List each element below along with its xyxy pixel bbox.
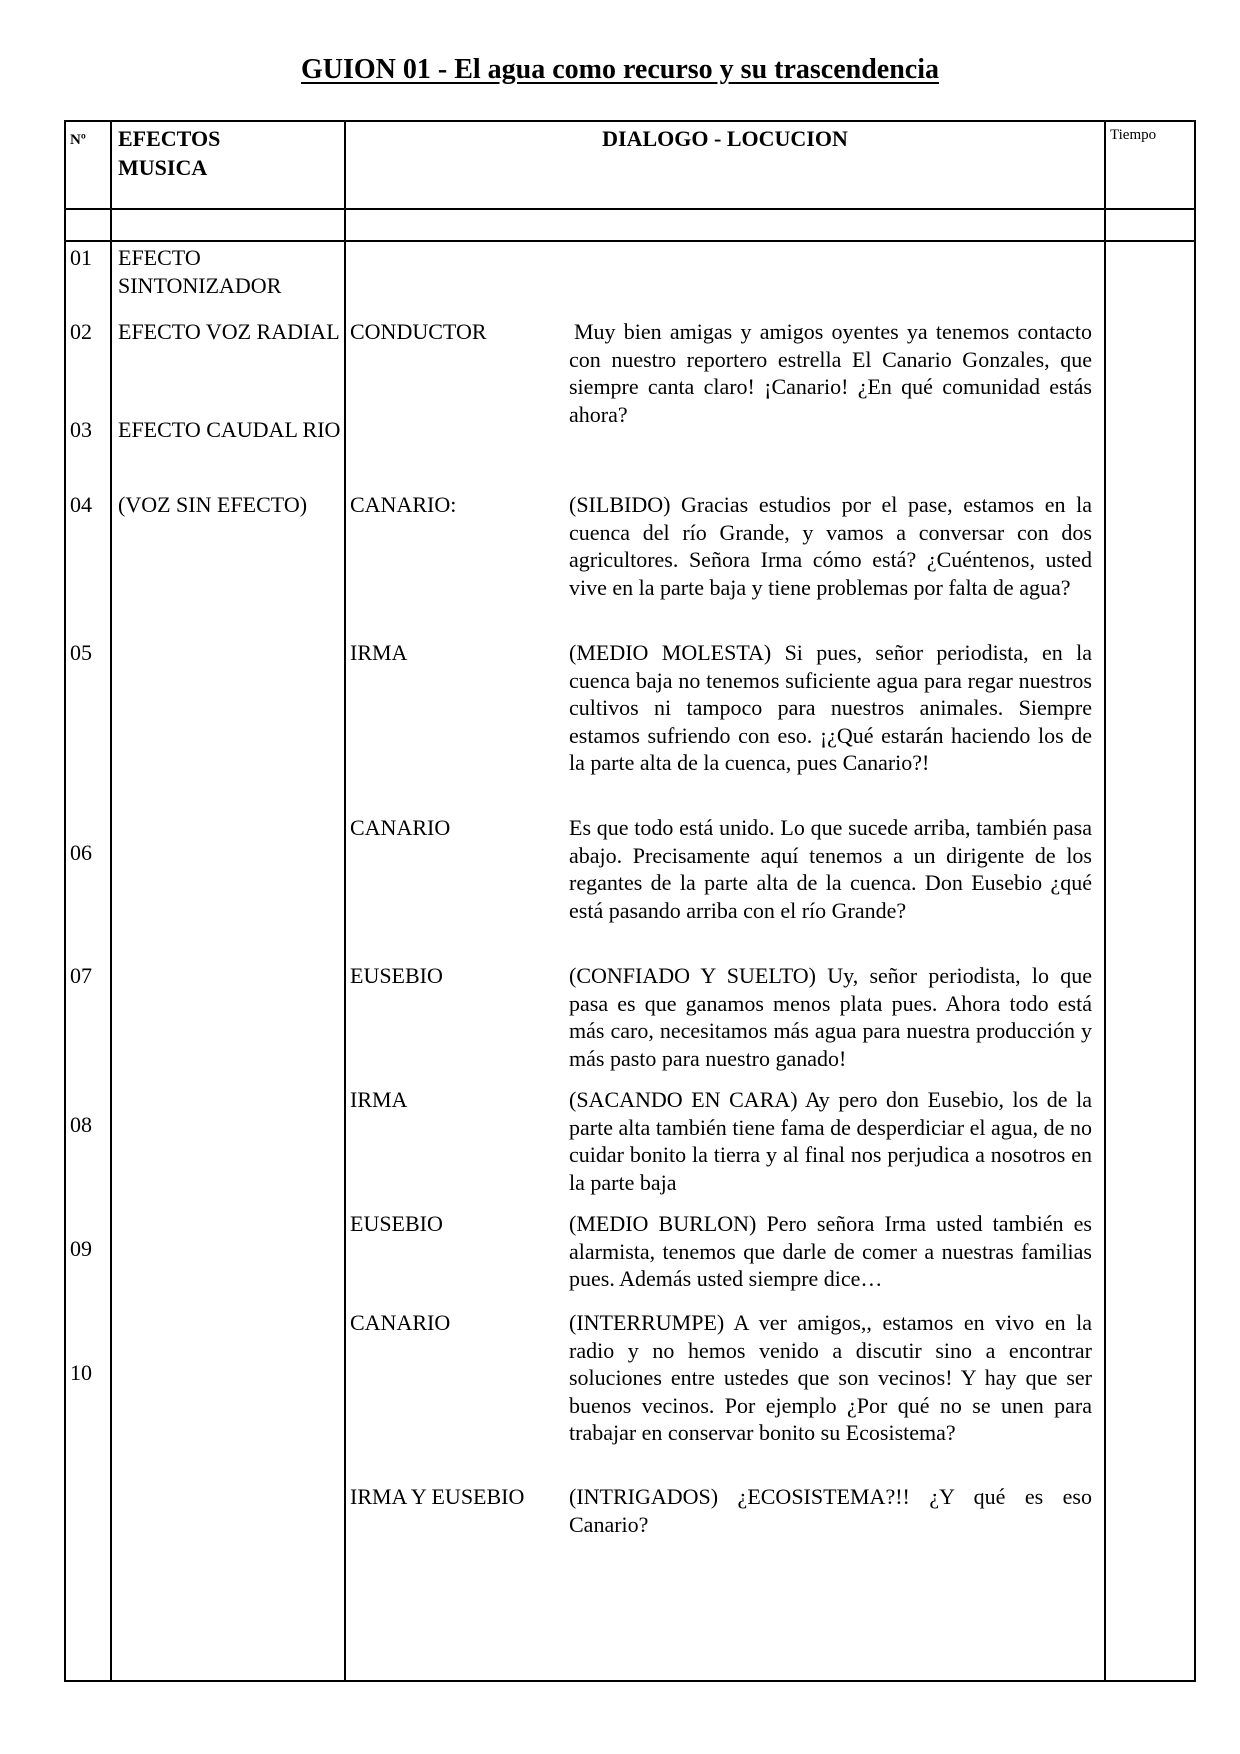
row-dialogue: (CONFIADO Y SUELTO) Uy, señor periodista, lo que pasa es que ganamos menos plata pues. Ahora todo está más caro, necesitamos más agua para nuestra producción y más pasto para nuestro ganado! <box>569 963 1092 1071</box>
row-number: 01 <box>70 245 92 270</box>
row-speaker: IRMA <box>350 640 408 665</box>
row-dialogue: (MEDIO MOLESTA) Si pues, señor periodista, en la cuenca baja no tenemos suficiente agua para regar nuestros cultivos ni tampoco para nuestros animales. Siempre estamos sufriendo con eso. ¡¿Qué estarán haciendo los de la parte alta de la cuenca, pues Canario?! <box>569 640 1092 775</box>
header-dialogue: DIALOGO - LOCUCION <box>602 126 848 151</box>
row-number: 09 <box>70 1236 92 1261</box>
header-time: Tiempo <box>1110 127 1157 143</box>
row-number: 08 <box>70 1112 92 1137</box>
row-speaker: CONDUCTOR <box>350 319 487 344</box>
row-speaker: EUSEBIO <box>350 1211 443 1236</box>
row-dialogue: (INTERRUMPE) A ver amigos,, estamos en vivo en la radio y no hemos venido a discutir sino a encontrar soluciones entre ustedes que son vecinos! Y hay que ser buenos vecinos. Por ejemplo ¿Por qué no se unen para trabajar en conservar bonito su Ecosistema? <box>569 1310 1092 1445</box>
row-number: 05 <box>70 640 92 665</box>
row-speaker: CANARIO <box>350 815 451 840</box>
row-speaker: CANARIO: <box>350 492 457 517</box>
row-speaker: CANARIO <box>350 1310 451 1335</box>
header-number: Nº <box>70 132 86 148</box>
column-divider <box>344 122 346 1680</box>
row-speaker: IRMA Y EUSEBIO <box>350 1484 525 1509</box>
page-title: GUION 01 - El agua como recurso y su trascendencia <box>301 54 939 85</box>
row-divider <box>66 240 1194 242</box>
row-dialogue: (SACANDO EN CARA) Ay pero don Eusebio, los de la parte alta también tiene fama de desperdiciar el agua, de no cuidar bonito la tierra y al final nos perjudica a nosotros en la parte baja <box>569 1087 1092 1195</box>
row-divider <box>66 208 1194 210</box>
row-number: 04 <box>70 492 92 517</box>
row-dialogue: Es que todo está unido. Lo que sucede arriba, también pasa abajo. Precisamente aquí tenemos a un dirigente de los regantes de la parte alta de la cuenca. Don Eusebio ¿qué está pasando arriba con el río Grande? <box>569 815 1092 923</box>
script-table <box>64 120 1196 1682</box>
row-number: 07 <box>70 963 92 988</box>
row-effect: EFECTO SINTONIZADOR <box>118 245 282 298</box>
row-effect: EFECTO CAUDAL RIO <box>118 417 341 442</box>
row-dialogue: (SILBIDO) Gracias estudios por el pase, estamos en la cuenca del río Grande, y vamos a conversar con dos agricultores. Señora Irma cómo está? ¿Cuéntenos, usted vive en la parte baja y tiene problemas por falta de agua? <box>569 492 1092 600</box>
row-number: 03 <box>70 417 92 442</box>
row-number: 02 <box>70 319 92 344</box>
row-speaker: EUSEBIO <box>350 963 443 988</box>
row-number: 10 <box>70 1360 92 1385</box>
column-divider <box>110 122 112 1680</box>
row-dialogue: (MEDIO BURLON) Pero señora Irma usted también es alarmista, tenemos que darle de comer a nuestras familias pues. Además usted siempre dice… <box>569 1211 1092 1291</box>
row-effect: EFECTO VOZ RADIAL <box>118 319 340 344</box>
row-number: 06 <box>70 840 92 865</box>
row-dialogue: (INTRIGADOS) ¿ECOSISTEMA?!! ¿Y qué es eso Canario? <box>569 1484 1092 1537</box>
row-effect: (VOZ SIN EFECTO) <box>118 492 308 517</box>
header-music: MUSICA <box>118 155 208 180</box>
row-dialogue: Muy bien amigas y amigos oyentes ya tenemos contacto con nuestro reportero estrella El Canario Gonzales, que siempre canta claro! ¡Canario! ¿En qué comunidad estás ahora? <box>569 319 1092 427</box>
row-speaker: IRMA <box>350 1087 408 1112</box>
header-effects: EFECTOS <box>118 126 221 151</box>
column-divider <box>1104 122 1106 1680</box>
